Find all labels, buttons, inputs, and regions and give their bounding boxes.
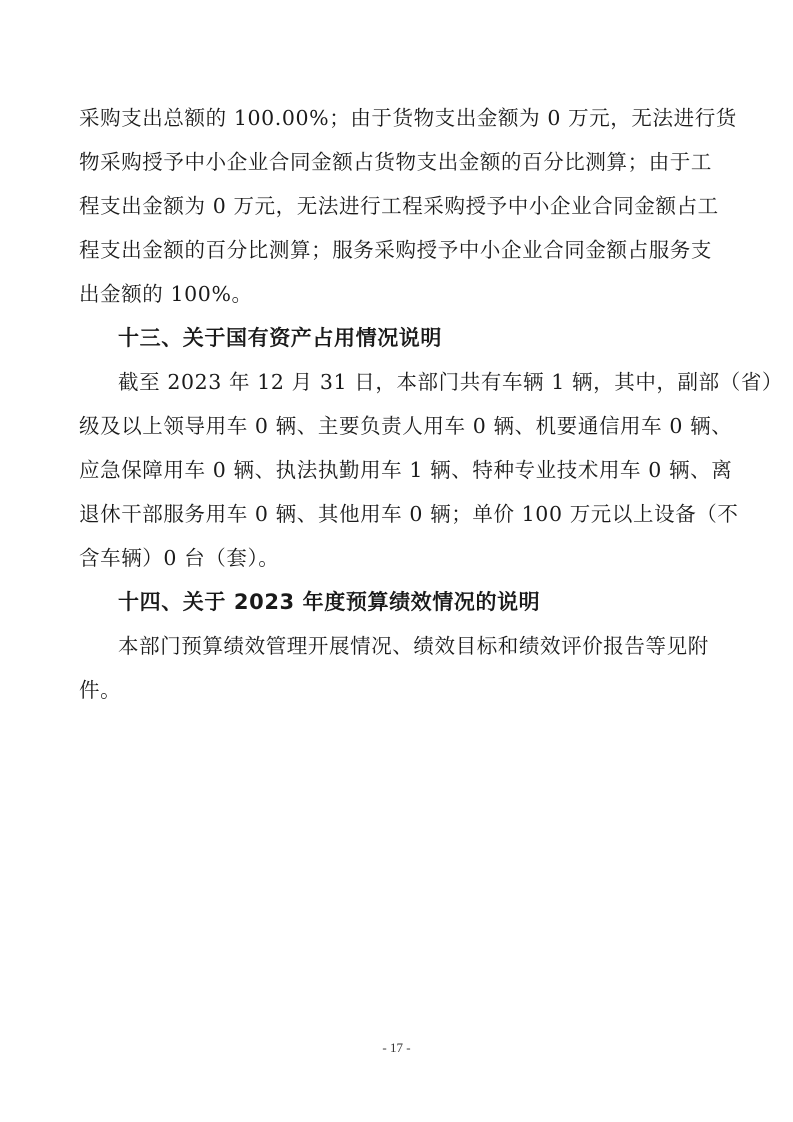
text-line: 含车辆）0 台（套）。 — [79, 546, 280, 570]
text-line: 程支出金额为 0 万元，无法进行工程采购授予中小企业合同金额占工 — [79, 194, 719, 218]
text-line: 截至 2023 年 12 月 31 日，本部门共有车辆 1 辆，其中，副部（省） — [118, 370, 784, 394]
text-line: 采购支出总额的 100.00%；由于货物支出金额为 0 万元，无法进行货 — [79, 106, 737, 130]
page-number: - 17 - — [382, 1040, 411, 1055]
text-line: 件。 — [79, 678, 122, 702]
text-line: 物采购授予中小企业合同金额占货物支出金额的百分比测算；由于工 — [79, 150, 712, 174]
section-heading-14: 十四、关于 2023 年度预算绩效情况的说明 — [118, 590, 541, 614]
text-line: 程支出金额的百分比测算；服务采购授予中小企业合同金额占服务支 — [79, 238, 712, 262]
text-line: 本部门预算绩效管理开展情况、绩效目标和绩效评价报告等见附 — [118, 634, 709, 658]
text-line: 退休干部服务用车 0 辆、其他用车 0 辆；单价 100 万元以上设备（不 — [79, 502, 739, 526]
section-heading-13: 十三、关于国有资产占用情况说明 — [118, 326, 442, 350]
text-line: 级及以上领导用车 0 辆、主要负责人用车 0 辆、机要通信用车 0 辆、 — [79, 414, 733, 438]
text-line: 出金额的 100%。 — [79, 282, 253, 306]
text-line: 应急保障用车 0 辆、执法执勤用车 1 辆、特种专业技术用车 0 辆、离 — [79, 458, 733, 482]
